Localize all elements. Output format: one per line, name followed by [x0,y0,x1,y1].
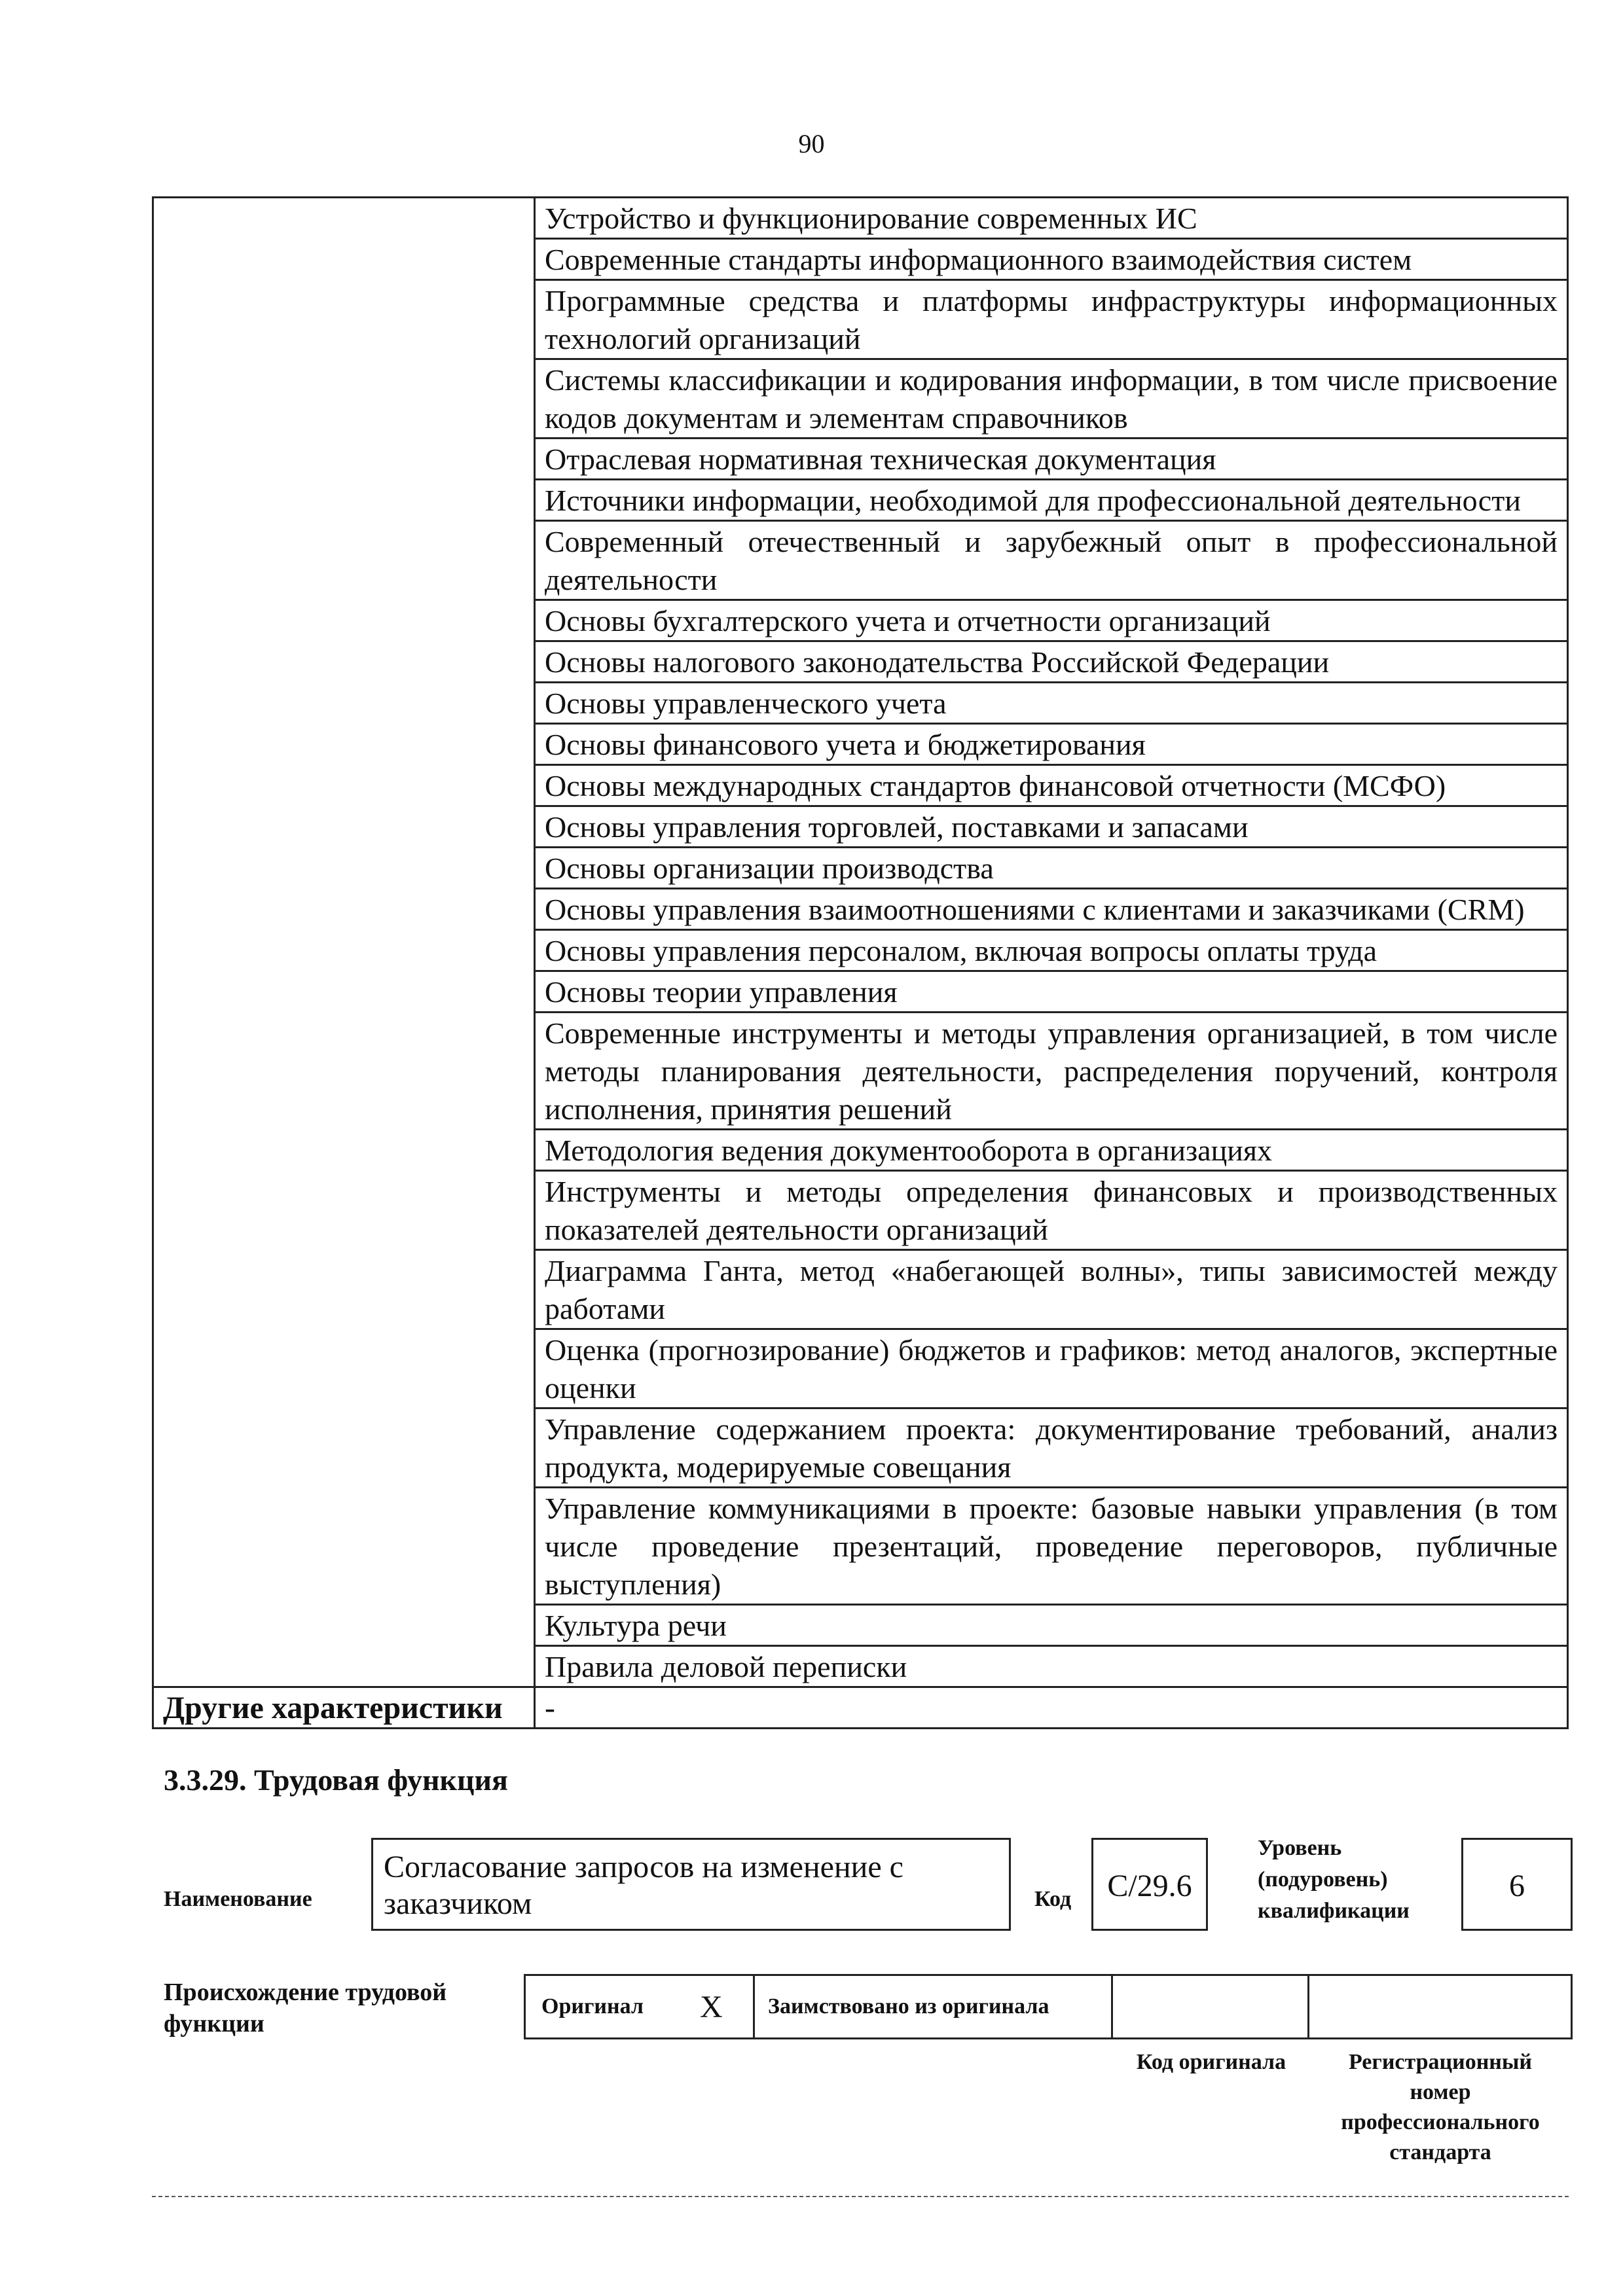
knowledge-item: Современные стандарты информационного взаимодействия систем [535,239,1568,280]
level-label: Уровень (подуровень) квалификации [1258,1836,1410,1923]
knowledge-item: Оценка (прогнозирование) бюджетов и графиков: метод аналогов, экспертные оценки [535,1329,1568,1408]
origin-label: Происхождение трудовой функции [164,1979,447,2037]
origin-reg-number-cell [1307,1974,1573,2039]
knowledge-item: Отраслевая нормативная техническая документация [535,439,1568,480]
knowledge-item: Основы налогового законодательства Российской Федерации [535,641,1568,683]
knowledge-item: Основы международных стандартов финансовой отчетности (МСФО) [535,765,1568,806]
name-label: Наименование [164,1887,312,1911]
knowledge-item: Инструменты и методы определения финансовых и производственных показателей деятельности организаций [535,1171,1568,1250]
knowledge-item: Основы управления взаимоотношениями с клиентами и заказчиками (CRM) [535,889,1568,930]
original-label: Оригинал [541,1994,644,2018]
original-mark: X [700,1989,723,2024]
borrowed-label: Заимствовано из оригинала [768,1994,1049,2018]
knowledge-item: Основы управления торговлей, поставками и запасами [535,806,1568,848]
knowledge-item: Современные инструменты и методы управления организацией, в том числе методы планирования деятельности, распределения поручений, контроля исполнения, принятия решений [535,1013,1568,1130]
section-title: 3.3.29. Трудовая функция [164,1763,508,1797]
knowledge-item: Основы финансового учета и бюджетирования [535,724,1568,765]
knowledge-item: Основы бухгалтерского учета и отчетности организаций [535,600,1568,641]
knowledge-item: Основы теории управления [535,971,1568,1013]
reg-number-caption: Регистрационный номер профессионального стандарта [1341,2050,1540,2164]
code-original-caption: Код оригинала [1136,2050,1286,2074]
knowledge-item: Основы управленческого учета [535,683,1568,724]
origin-original-cell [524,1974,755,2039]
page-number: 90 [798,129,825,158]
other-characteristics-value: - [535,1687,1568,1729]
knowledge-row [153,198,1568,239]
knowledge-item: Диаграмма Ганта, метод «набегающей волны», типы зависимостей между работами [535,1250,1568,1329]
knowledge-table [152,196,1569,1729]
code-label: Код [1034,1887,1072,1911]
footer-divider [152,2196,1569,2197]
knowledge-item: Устройство и функционирование современных ИС [535,198,1568,239]
function-name-field: Согласование запросов на изменение с заказчиком [371,1838,1011,1931]
knowledge-item: Источники информации, необходимой для профессиональной деятельности [535,480,1568,521]
knowledge-item: Методология ведения документооборота в организациях [535,1130,1568,1171]
left-column-empty-cell [153,198,535,1687]
knowledge-item: Основы управления персоналом, включая вопросы оплаты труда [535,930,1568,971]
origin-borrowed-cell [753,1974,1113,2039]
knowledge-item: Программные средства и платформы инфраструктуры информационных технологий организаций [535,280,1568,359]
knowledge-item: Культура речи [535,1605,1568,1646]
knowledge-item: Правила деловой переписки [535,1646,1568,1687]
knowledge-item: Управление содержанием проекта: документирование требований, анализ продукта, модерируемые совещания [535,1408,1568,1488]
other-characteristics-row [153,1687,1568,1729]
origin-code-cell [1111,1974,1309,2039]
knowledge-item: Системы классификации и кодирования информации, в том числе присвоение кодов документам и элементам справочников [535,359,1568,439]
function-code-field: C/29.6 [1091,1838,1208,1931]
knowledge-item: Основы организации производства [535,848,1568,889]
knowledge-item: Современный отечественный и зарубежный опыт в профессиональной деятельности [535,521,1568,600]
knowledge-item: Управление коммуникациями в проекте: базовые навыки управления (в том числе проведение презентаций, проведение переговоров, публичные выступления) [535,1488,1568,1605]
other-characteristics-label: Другие характеристики [153,1687,535,1729]
level-field: 6 [1461,1838,1573,1931]
